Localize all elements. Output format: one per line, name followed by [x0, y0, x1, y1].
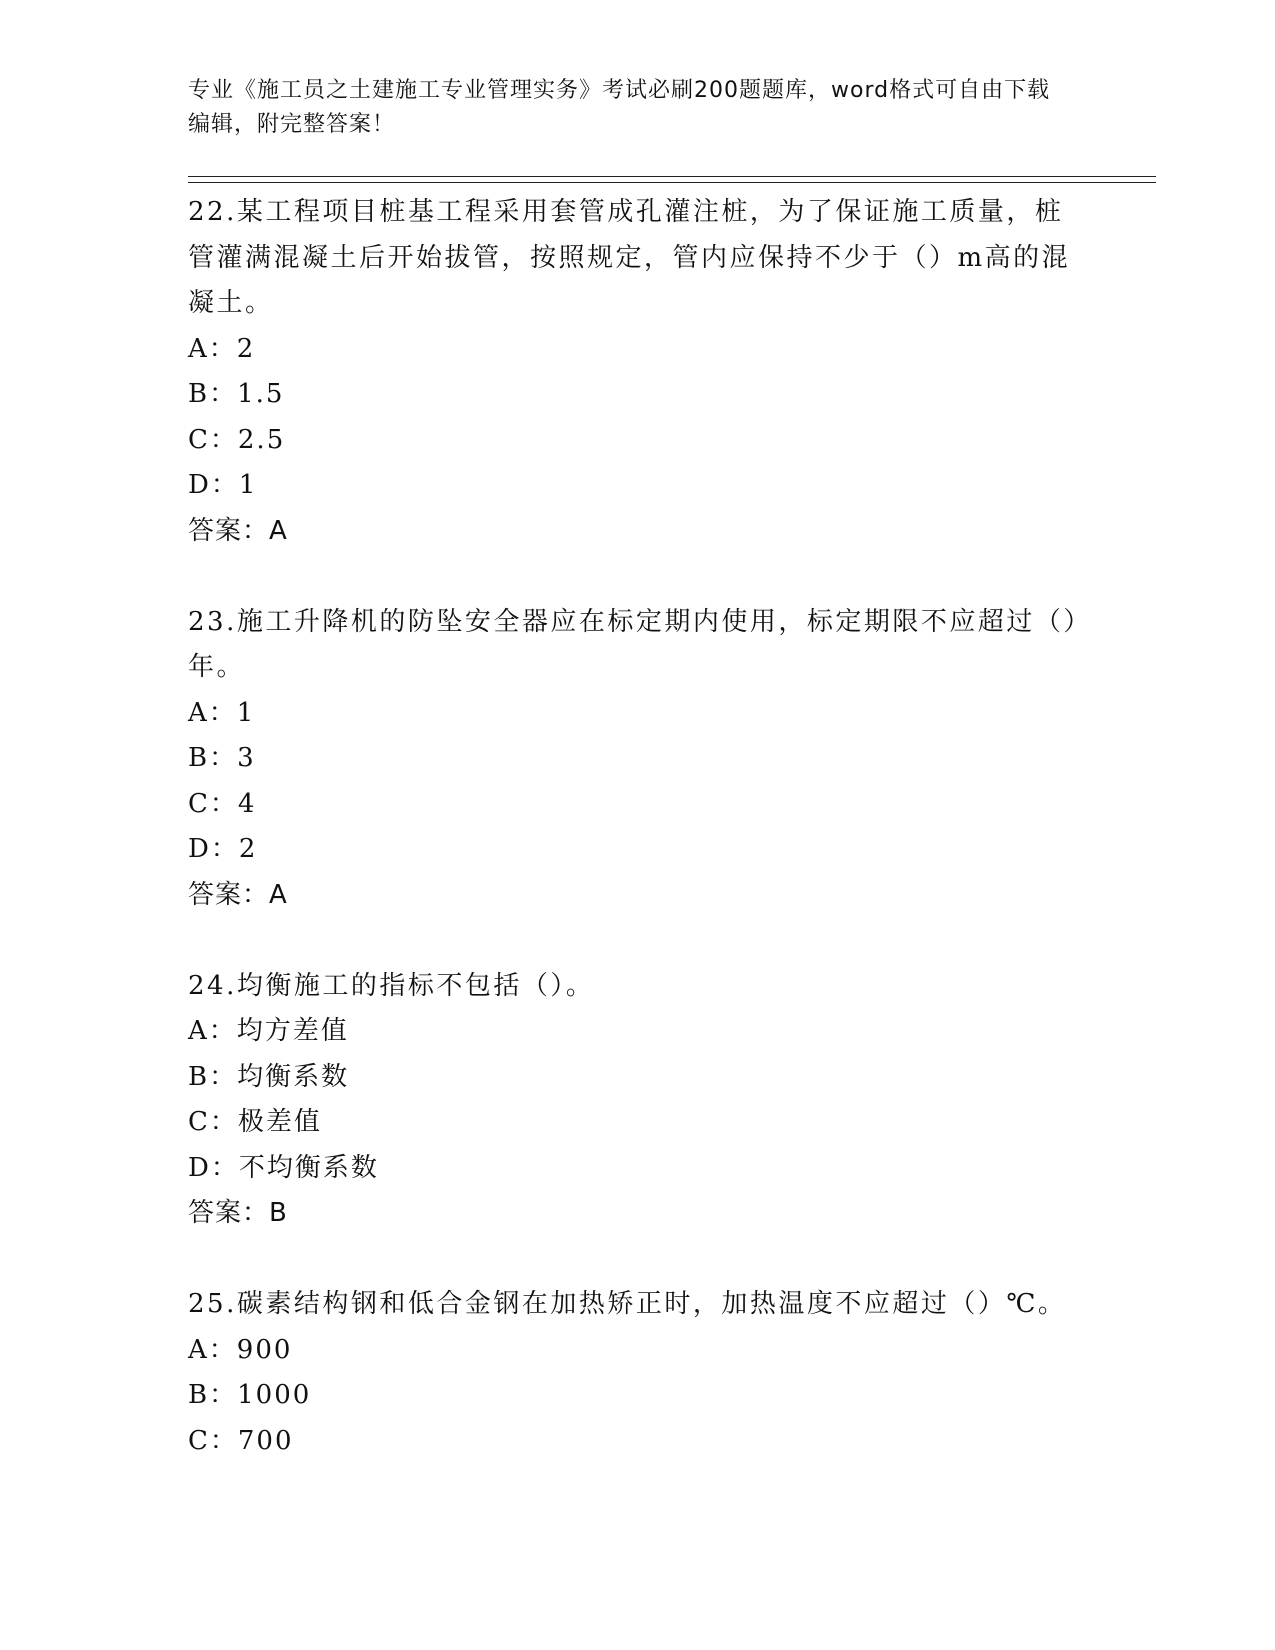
- question-block: [188, 190, 1088, 554]
- question-text: 23.施工升降机的防坠安全器应在标定期内使用，标定期限不应超过（）年。: [188, 606, 1079, 682]
- option-a: A：2: [188, 333, 256, 364]
- question-block: [188, 964, 1088, 1237]
- question-text: 25.碳素结构钢和低合金钢在加热矫正时，加热温度不应超过（）℃。: [188, 1289, 1067, 1319]
- question-spacer: [188, 554, 1088, 600]
- header-divider-top: [188, 176, 1156, 177]
- option-c: C：极差值: [188, 1107, 322, 1137]
- option-a: A：900: [188, 1334, 293, 1365]
- option-d: D：2: [188, 834, 258, 864]
- option-b: B：1.5: [188, 379, 285, 409]
- document-header: 专业《施工员之土建施工专业管理实务》考试必刷200题题库，word格式可自由下载编辑，附完整答案！: [188, 78, 1051, 137]
- option-c: C：700: [188, 1425, 294, 1456]
- option-b: B：均衡系数: [188, 1061, 350, 1092]
- answer-line: 答案：A: [188, 515, 288, 546]
- answer-line: 答案：B: [188, 1198, 288, 1228]
- question-list: [188, 190, 1088, 1464]
- option-b: B：1000: [188, 1380, 312, 1410]
- option-a: A：1: [188, 697, 256, 728]
- question-block: [188, 600, 1088, 919]
- question-text: 24.均衡施工的指标不包括（）。: [188, 970, 595, 1001]
- option-d: D：1: [188, 470, 258, 500]
- option-a: A：均方差值: [188, 1016, 349, 1046]
- option-b: B：3: [188, 743, 256, 773]
- question-block: [188, 1282, 1088, 1464]
- header-divider-bottom: [188, 182, 1156, 183]
- answer-line: 答案：A: [188, 879, 288, 910]
- question-spacer: [188, 1237, 1088, 1283]
- question-text: 22.某工程项目桩基工程采用套管成孔灌注桩，为了保证施工质量，桩管灌满混凝土后开始拔管，按照规定，管内应保持不少于（）m高的混凝土。: [188, 197, 1071, 318]
- option-d: D：不均衡系数: [188, 1152, 379, 1183]
- question-spacer: [188, 918, 1088, 964]
- option-c: C：2.5: [188, 424, 286, 455]
- option-c: C：4: [188, 788, 257, 819]
